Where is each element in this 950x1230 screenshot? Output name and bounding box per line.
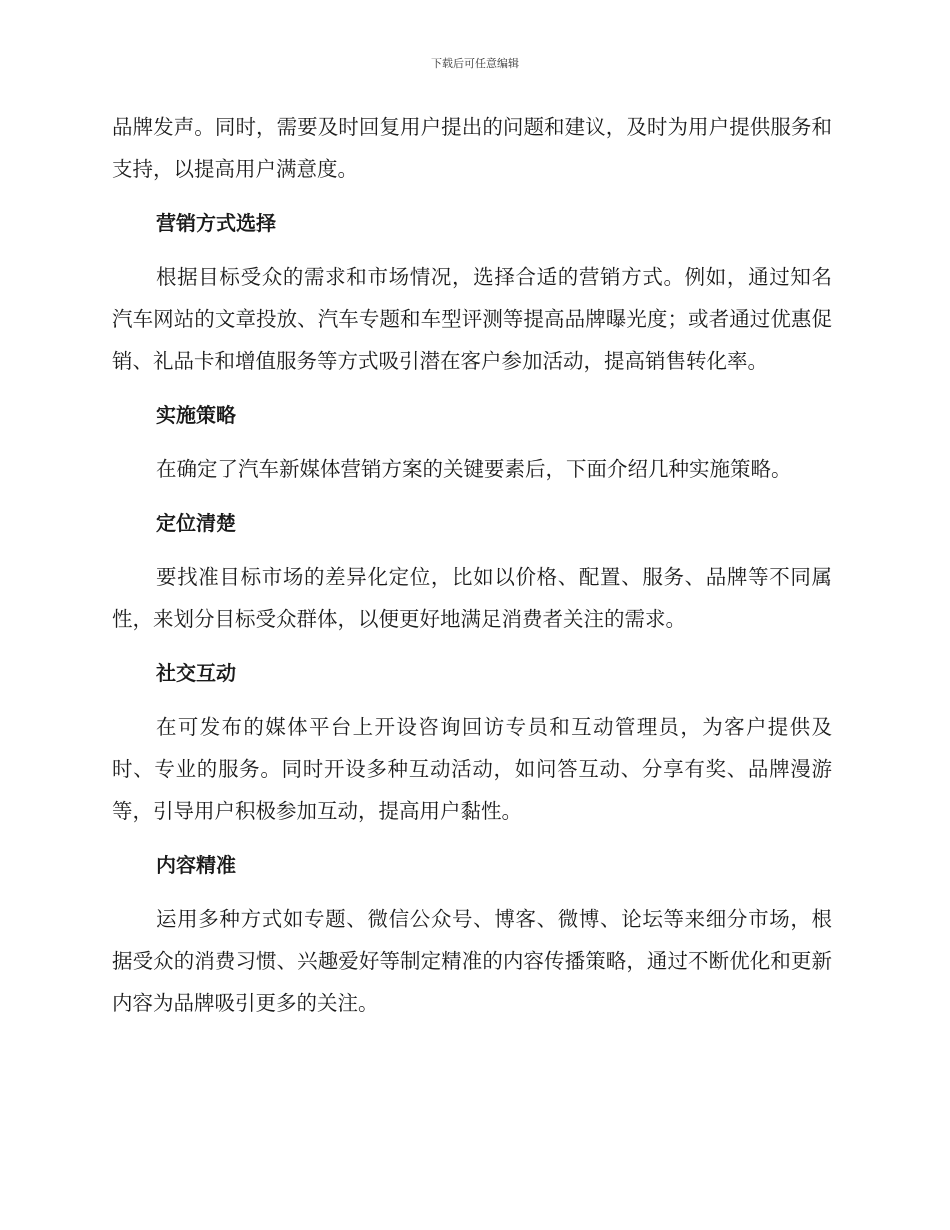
- heading-social-interaction: 社交互动: [156, 661, 236, 685]
- page-header-note: 下载后可任意编辑: [431, 57, 519, 70]
- paragraph-marketing-method: 根据目标受众的需求和市场情况，选择合适的营销方式。例如，通过知名汽车网站的文章投放、汽车专题和车型评测等提高品牌曝光度；或者通过优惠促销、礼品卡和增值服务等方式吸引潜在客户参加活动，提高销售转化率。: [112, 265, 832, 373]
- spacer: [112, 490, 832, 502]
- paragraph-implementation: 在确定了汽车新媒体营销方案的关键要素后，下面介绍几种实施策略。: [156, 457, 792, 481]
- paragraph-positioning: 要找准目标市场的差异化定位，比如以价格、配置、服务、品牌等不同属性，来划分目标受众群体，以便更好地满足消费者关注的需求。: [112, 565, 832, 631]
- spacer: [112, 694, 832, 706]
- spacer: [112, 544, 832, 556]
- spacer: [112, 640, 832, 652]
- spacer: [112, 886, 832, 898]
- heading-marketing-method: 营销方式选择: [156, 211, 276, 235]
- spacer: [112, 382, 832, 394]
- document-body: [112, 106, 832, 1024]
- heading-implementation: 实施策略: [156, 403, 236, 427]
- heading-precise-content: 内容精准: [156, 853, 236, 877]
- paragraph-social-interaction: 在可发布的媒体平台上开设咨询回访专员和互动管理员，为客户提供及时、专业的服务。同时开设多种互动活动，如问答互动、分享有奖、品牌漫游等，引导用户积极参加互动，提高用户黏性。: [112, 715, 832, 823]
- paragraph-brand-voice: 品牌发声。同时，需要及时回复用户提出的问题和建议，及时为用户提供服务和支持，以提高用户满意度。: [112, 115, 832, 181]
- spacer: [112, 190, 832, 202]
- spacer: [112, 436, 832, 448]
- spacer: [112, 832, 832, 844]
- spacer: [112, 244, 832, 256]
- heading-positioning: 定位清楚: [156, 511, 236, 535]
- paragraph-precise-content: 运用多种方式如专题、微信公众号、博客、微博、论坛等来细分市场，根据受众的消费习惯、兴趣爱好等制定精准的内容传播策略，通过不断优化和更新内容为品牌吸引更多的关注。: [112, 907, 832, 1015]
